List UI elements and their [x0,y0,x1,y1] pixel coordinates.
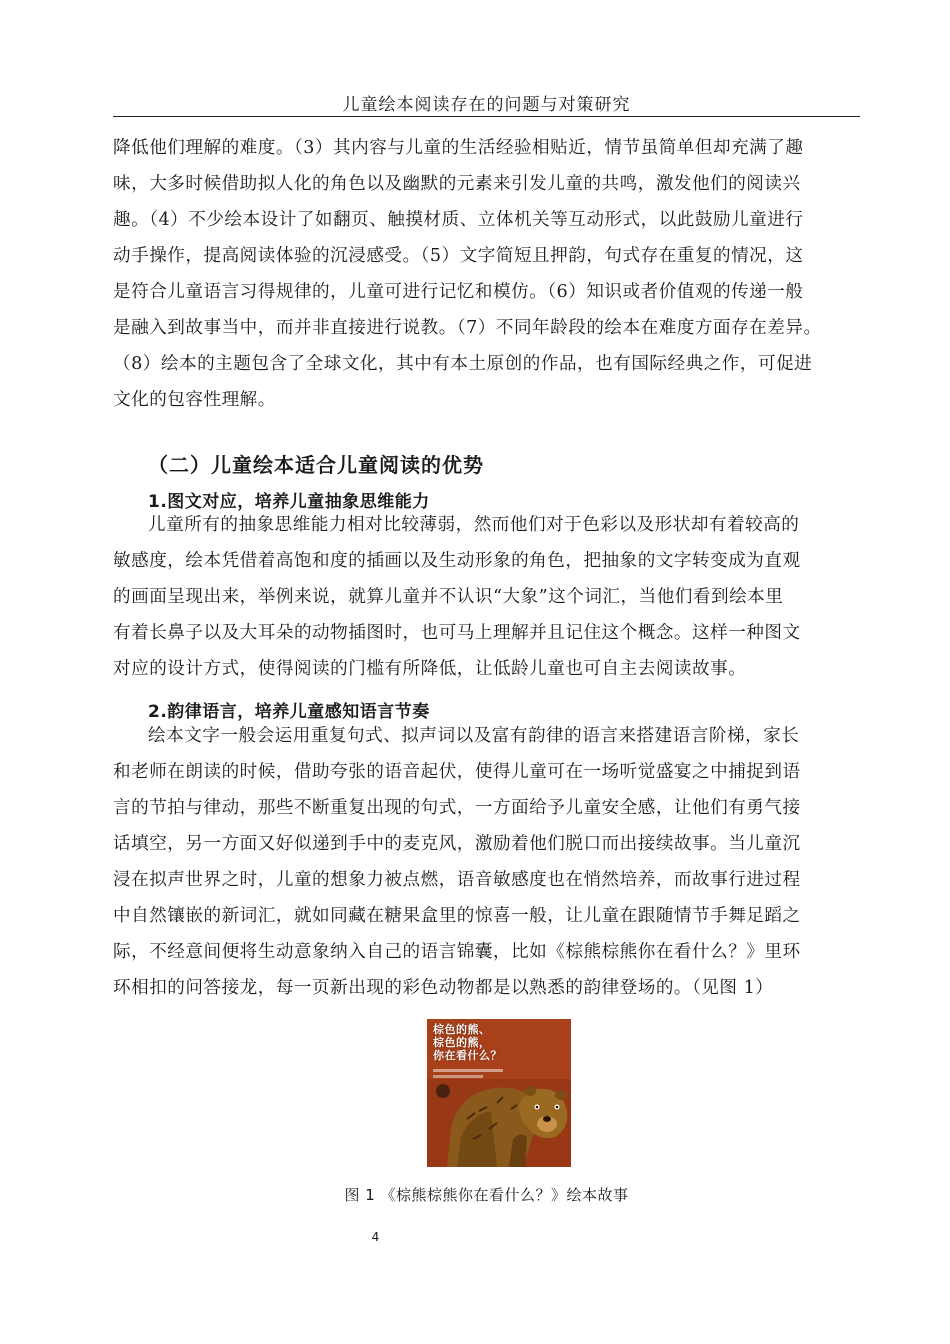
text-line: 动手操作，提高阅读体验的沉浸感受。（5）文字简短且押韵，句式存在重复的情况，这 [113,246,804,266]
text-line: 敏感度，绘本凭借着高饱和度的插画以及生动形象的角色，把抽象的文字转变成为直观 [113,551,801,571]
text-line: 和老师在朗读的时候，借助夸张的语音起伏，使得儿童可在一场听觉盛宴之中捕捉到语 [113,762,801,782]
page-number: 4 [371,1230,380,1244]
text-line: （8）绘本的主题包含了全球文化，其中有本土原创的作品，也有国际经典之作，可促进 [113,354,813,374]
text-line: 降低他们理解的难度。（3）其内容与儿童的生活经验相贴近，情节虽简单但却充满了趣 [113,138,804,158]
text-line: 对应的设计方式，使得阅读的门槛有所降低，让低龄儿童也可自主去阅读故事。 [113,659,747,679]
figure-caption: 图 1 《棕熊棕熊你在看什么？》绘本故事 [344,1186,629,1204]
cover-title-line: 你在看什么？ [433,1049,502,1062]
text-line: 际，不经意间便将生动意象纳入自己的语言锦囊，比如《棕熊棕熊你在看什么？》里环 [113,942,801,962]
subsection-2-paragraph [113,718,860,1006]
text-line: 言的节拍与律动，那些不断重复出现的句式，一方面给予儿童安全感，让他们有勇气接 [113,798,801,818]
text-line: 是融入到故事当中，而并非直接进行说教。（7）不同年龄段的绘本在难度方面存在差异。 [113,318,822,338]
section-heading: （二）儿童绘本适合儿童阅读的优势 [148,453,484,477]
text-line: 趣。（4）不少绘本设计了如翻页、触摸材质、立体机关等互动形式，以此鼓励儿童进行 [113,210,804,230]
text-line: 中自然镶嵌的新词汇，就如同藏在糖果盒里的惊喜一般，让儿童在跟随情节手舞足蹈之 [113,906,801,926]
subsection-heading-2: 2.韵律语言，培养儿童感知语言节奏 [148,702,430,722]
text-line: 文化的包容性理解。 [113,390,276,410]
book-cover-image [427,1019,571,1167]
subsection-1-paragraph [113,507,860,687]
text-line: 的画面呈现出来，举例来说，就算儿童并不认识“大象”这个词汇，当他们看到绘本里 [113,587,784,607]
text-line: 浸在拟声世界之时，儿童的想象力被点燃，语音敏感度也在悄然培养，而故事行进过程 [113,870,801,890]
text-line: 环相扣的问答接龙，每一页新出现的彩色动物都是以熟悉的韵律登场的。（见图 1） [113,978,774,998]
cover-title-line: 棕色的熊， [433,1036,491,1049]
text-line: 味，大多时候借助拟人化的角色以及幽默的元素来引发儿童的共鸣，激发他们的阅读兴 [113,174,801,194]
text-line: 绘本文字一般会运用重复句式、拟声词以及富有韵律的语言来搭建语言阶梯，家长 [148,726,800,746]
running-header-title: 儿童绘本阅读存在的问题与对策研究 [342,95,631,115]
text-line: 是符合儿童语言习得规律的，儿童可进行记忆和模仿。（6）知识或者价值观的传递一般 [113,282,804,302]
subsection-heading-1: 1.图文对应，培养儿童抽象思维能力 [148,492,430,512]
text-line: 话填空，另一方面又好似递到手中的麦克风，激励着他们脱口而出接续故事。当儿童沉 [113,834,801,854]
cover-title-line: 棕色的熊、 [433,1023,491,1036]
intro-paragraph [113,130,860,418]
cover-title [433,1023,502,1062]
text-line: 有着长鼻子以及大耳朵的动物插图时，也可马上理解并且记住这个概念。这样一种图文 [113,623,801,643]
header-divider [113,116,860,117]
text-line: 儿童所有的抽象思维能力相对比较薄弱，然而他们对于色彩以及形状却有着较高的 [148,515,800,535]
